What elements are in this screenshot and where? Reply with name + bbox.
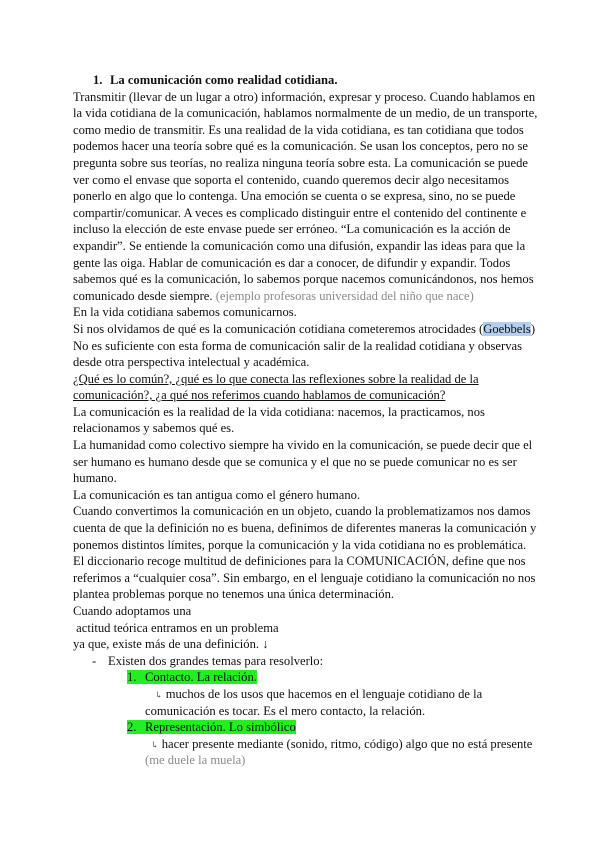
text-line: como medio de transmitir. Es una realidad de la vida cotidiana, es tan cotidiana que todos: [73, 122, 524, 137]
text-line: comunicado desde siempre. (ejemplo profesoras universidad del niño que nace): [73, 288, 474, 303]
text-line: ser humano es humano desde que se comunica y el que no se puede comunicar no es ser: [73, 454, 517, 469]
text-line: gente las oiga. Hablar de comunicación es dar a conocer, de difundir y expandir. Todos: [73, 255, 511, 270]
text-line: ↳ muchos de los usos que hacemos en el lenguaje cotidiano de la: [155, 686, 483, 701]
underlined-question: comunicación?, ¿a qué nos referimos cuando hablamos de comunicación?: [73, 388, 446, 403]
text-line: podemos hacer una teoría sobre qué es la comunicación. Se usan los conceptos, pero no se: [73, 139, 528, 154]
numbered-item-representacion: 2. Representación. Lo simbólico: [127, 720, 296, 735]
text-line: sabemos qué es la comunicación, lo sabemos porque nacemos comunicándonos, nos hemos: [73, 272, 534, 287]
dash-bullet-icon: -: [92, 653, 97, 668]
text-line: actitud teórica entramos en un problema: [73, 620, 279, 635]
selected-text[interactable]: Goebbels: [483, 321, 531, 336]
text-line: plantea problemas porque no tenemos una única determinación.: [73, 587, 395, 602]
gray-note: (ejemplo profesoras universidad del niño que nace): [215, 288, 474, 303]
text-line: comunicación es tocar. Es el mero contacto, la relación.: [145, 703, 426, 718]
text-line: ya que, existe más de una definición. ↓: [73, 637, 269, 652]
text-line: expandir”. Se entiende la comunicación como una difusión, expandir las ideas para que la: [73, 238, 526, 253]
text-line: El diccionario recoge multitud de definiciones para la COMUNICACIÓN, define que nos: [73, 554, 526, 569]
text-line: relacionamos y sabemos qué es.: [73, 421, 235, 436]
text-line: Transmitir (llevar de un lugar a otro) información, expresar y proceso. Cuando hablamos en: [73, 89, 536, 104]
text-line: En la vida cotidiana sabemos comunicarnos.: [73, 305, 297, 320]
text-line: ponemos distintos límites, porque la comunicación y la vida cotidiana no es problemática.: [73, 537, 527, 552]
text-line: desde otra perspectiva intelectual y académica.: [73, 355, 310, 370]
text-line: No es suficiente con esta forma de comunicación salir de la realidad cotidiana y observas: [73, 338, 523, 353]
text-line: ver como el envase que soporta el contenido, cuando queremos decir algo necesitamos: [73, 172, 510, 187]
arrow-icon: ↳: [155, 689, 163, 700]
text-line: ↳ hacer presente mediante (sonido, ritmo, código) algo que no está presente: [151, 736, 533, 751]
text-line: pregunta sobre sus teorías, no realiza ninguna teoría sobre esta. La comunicación se puede: [73, 155, 528, 170]
text-line: La humanidad como colectivo siempre ha vivido en la comunicación, se puede decir que el: [73, 438, 533, 453]
text-line: La comunicación es tan antigua como el género humano.: [73, 487, 361, 502]
gray-note: (me duele la muela): [145, 753, 246, 768]
text-line: compartir/comunicar. A veces es complicado distinguir entre el contenido del continente e: [73, 205, 527, 220]
document-page: [73, 72, 538, 769]
text-line: referimos a “cualquier cosa”. Sin embargo, en el lenguaje cotidiano la comunicación no nos: [73, 570, 536, 585]
text-line: cuenta de que la definición no es buena, definimos de diferentes maneras la comunicación y: [73, 521, 537, 536]
text-line: Si nos olvidamos de qué es la comunicación cotidiana cometeremos atrocidades (Goebbels): [73, 321, 536, 336]
underlined-question: ¿Qué es lo común?, ¿qué es lo que conecta las reflexiones sobre la realidad de la: [73, 371, 479, 386]
text-line: la vida cotidiana de la comunicación, hablamos normalmente de un medio, de un transporte,: [73, 106, 538, 121]
section-heading: 1. La comunicación como realidad cotidiana.: [93, 73, 338, 87]
text-line: La comunicación es la realidad de la vida cotidiana: nacemos, la practicamos, nos: [73, 404, 485, 419]
text-line: humano.: [73, 471, 117, 486]
bullet-item: - Existen dos grandes temas para resolverlo:: [92, 653, 324, 668]
text-line: Cuando convertimos la comunicación en un objeto, cuando la problematizamos nos damos: [73, 504, 531, 519]
text-line: ponerlo en algo que lo contenga. Una emoción se cuenta o se expresa, sino, no se puede: [73, 189, 516, 204]
text-line: incluso la elección de este envase puede ser erróneo. “La comunicación es la acción de: [73, 222, 511, 237]
numbered-item-contacto: 1. Contacto. La relación.: [127, 670, 257, 685]
arrow-icon: ↳: [151, 739, 159, 750]
text-line: Cuando adoptamos una: [73, 604, 192, 618]
